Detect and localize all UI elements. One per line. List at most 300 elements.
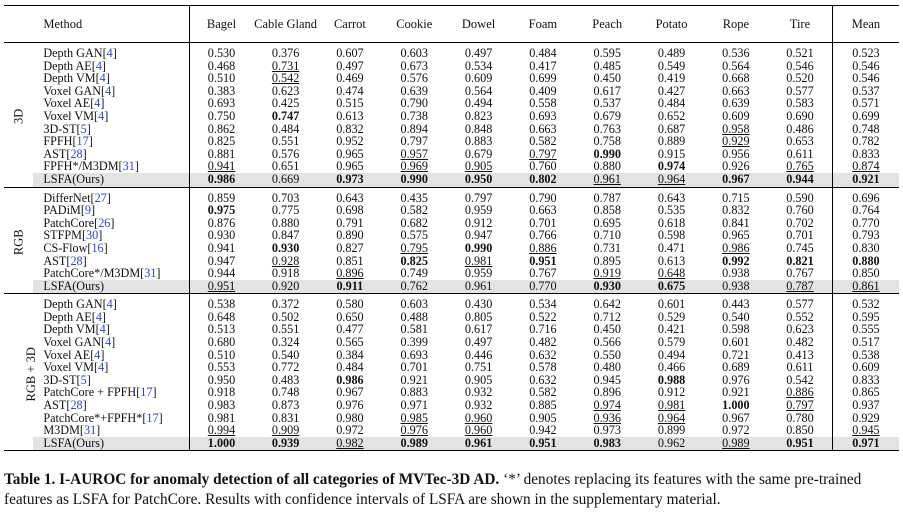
score-cell xyxy=(639,280,703,294)
header-cable-gland: Cable Gland xyxy=(253,6,317,43)
method-cell: CS-Flow[16] xyxy=(33,242,189,255)
score-value: 0.951 xyxy=(529,435,557,450)
score-value: 0.687 xyxy=(657,121,686,136)
score-cell xyxy=(575,43,639,60)
citation-link[interactable]: 4 xyxy=(98,360,105,375)
score-value: 0.701 xyxy=(400,360,428,375)
score-value: 0.981 xyxy=(657,398,686,413)
method-name: 3D-ST xyxy=(43,372,77,387)
score-value: 0.699 xyxy=(852,108,880,123)
score-value: 0.702 xyxy=(786,215,814,230)
score-value: 0.965 xyxy=(336,146,364,161)
score-cell xyxy=(382,294,446,311)
mean-cell xyxy=(832,280,899,294)
citation-link[interactable]: 4 xyxy=(105,335,112,350)
header-mean: Mean xyxy=(832,6,899,43)
score-value: 0.983 xyxy=(207,398,236,413)
method-cell: Depth GAN[4] xyxy=(33,43,189,60)
score-value: 0.780 xyxy=(786,410,814,425)
score-value: 0.417 xyxy=(529,58,557,73)
score-value: 0.928 xyxy=(271,253,300,268)
score-cell xyxy=(253,437,317,451)
table-row xyxy=(4,110,899,123)
method-cell: 3D-ST[5] xyxy=(33,374,189,387)
citation-link[interactable]: 5 xyxy=(80,372,87,387)
score-cell xyxy=(639,437,703,451)
score-value: 0.932 xyxy=(464,385,493,400)
citation-link[interactable]: 27 xyxy=(94,190,107,205)
citation-link[interactable]: 31 xyxy=(144,266,157,281)
score-value: 0.929 xyxy=(722,134,750,149)
method-name: Depth VM xyxy=(43,322,96,337)
score-value: 0.767 xyxy=(786,266,814,281)
score-value: 0.515 xyxy=(336,96,364,111)
method-name: M3DM xyxy=(43,423,80,438)
score-value: 0.848 xyxy=(464,121,493,136)
score-value: 0.961 xyxy=(464,278,493,293)
score-value: 0.962 xyxy=(657,435,686,450)
table-header xyxy=(4,6,899,43)
score-value: 0.994 xyxy=(207,423,236,438)
score-value: 0.982 xyxy=(336,435,364,450)
score-value: 0.775 xyxy=(271,203,300,218)
score-value: 0.969 xyxy=(400,159,428,174)
score-value: 0.537 xyxy=(593,96,621,111)
score-value: 0.841 xyxy=(722,215,750,230)
method-cell: Voxel GAN[4] xyxy=(33,336,189,349)
table-row xyxy=(4,135,899,148)
score-value: 0.967 xyxy=(336,385,364,400)
score-value: 0.497 xyxy=(336,58,364,73)
method-cell: Depth VM[4] xyxy=(33,72,189,85)
method-cell: Voxel VM[4] xyxy=(33,110,189,123)
score-value: 0.609 xyxy=(722,108,750,123)
table-row-ours xyxy=(4,280,899,294)
score-value: 0.502 xyxy=(271,309,300,324)
table-caption xyxy=(4,470,899,510)
score-value: 0.748 xyxy=(271,385,300,400)
score-cell xyxy=(318,280,382,294)
citation-link[interactable]: 26 xyxy=(98,215,111,230)
method-name: AST xyxy=(43,146,67,161)
score-value: 0.558 xyxy=(529,96,557,111)
method-cell xyxy=(33,437,189,451)
score-value: 0.886 xyxy=(786,385,814,400)
score-value: 0.537 xyxy=(852,83,880,98)
score-value: 0.833 xyxy=(852,372,880,387)
score-value: 0.590 xyxy=(786,190,814,205)
score-value: 0.890 xyxy=(336,228,364,243)
score-value: 0.609 xyxy=(852,360,880,375)
section-3d xyxy=(4,43,899,188)
score-value: 0.551 xyxy=(271,322,300,337)
score-cell xyxy=(446,173,510,187)
score-value: 0.483 xyxy=(271,372,300,387)
table-row xyxy=(4,267,899,280)
score-value: 0.976 xyxy=(336,398,364,413)
score-value: 0.947 xyxy=(207,253,236,268)
score-value: 0.990 xyxy=(593,146,621,161)
score-value: 0.919 xyxy=(593,266,621,281)
score-value: 0.675 xyxy=(657,278,686,293)
score-cell xyxy=(768,437,832,451)
method-cell: Voxel AE[4] xyxy=(33,97,189,110)
method-cell: Depth VM[4] xyxy=(33,323,189,336)
citation-link[interactable]: 17 xyxy=(140,385,153,400)
mean-cell xyxy=(832,294,899,311)
score-value: 0.413 xyxy=(786,347,814,362)
method-cell xyxy=(33,280,189,294)
score-value: 0.944 xyxy=(786,171,814,186)
score-value: 0.939 xyxy=(271,435,300,450)
citation-link[interactable]: 28 xyxy=(70,253,83,268)
score-value: 0.450 xyxy=(593,71,621,86)
score-value: 0.693 xyxy=(400,347,428,362)
score-value: 0.632 xyxy=(529,347,557,362)
citation-link[interactable]: 9 xyxy=(84,203,91,218)
score-value: 0.989 xyxy=(400,435,428,450)
score-value: 0.607 xyxy=(336,46,364,60)
citation-link[interactable]: 4 xyxy=(95,58,102,73)
score-value: 0.488 xyxy=(400,309,428,324)
score-value: 0.598 xyxy=(722,322,750,337)
citation-link[interactable]: 4 xyxy=(105,83,112,98)
score-value: 0.782 xyxy=(852,134,880,149)
score-value: 0.603 xyxy=(400,46,428,60)
score-cell xyxy=(704,43,768,60)
score-value: 0.494 xyxy=(657,347,686,362)
score-cell xyxy=(446,280,510,294)
method-name: PatchCore xyxy=(43,215,95,230)
citation-link[interactable]: 5 xyxy=(80,121,87,136)
score-value: 0.950 xyxy=(207,372,236,387)
score-value: 0.427 xyxy=(657,83,686,98)
score-value: 0.748 xyxy=(852,121,880,136)
method-name: Voxel AE xyxy=(43,96,91,111)
score-value: 0.550 xyxy=(593,347,621,362)
score-value: 0.964 xyxy=(657,410,686,425)
score-value: 0.974 xyxy=(657,159,686,174)
score-value: 0.960 xyxy=(464,423,493,438)
score-value: 0.617 xyxy=(464,322,493,337)
table-row xyxy=(4,85,899,98)
score-cell xyxy=(639,294,703,311)
score-value: 0.972 xyxy=(336,423,364,438)
score-value: 0.918 xyxy=(207,385,236,400)
citation-link[interactable]: 31 xyxy=(122,159,135,174)
score-cell xyxy=(382,437,446,451)
score-value: 1.000 xyxy=(207,435,236,450)
score-value: 0.964 xyxy=(657,171,686,186)
header-row xyxy=(4,6,899,43)
method-cell: AST[28] xyxy=(33,148,189,161)
score-value: 0.894 xyxy=(400,121,428,136)
mean-cell xyxy=(832,173,899,187)
score-value: 0.936 xyxy=(593,410,621,425)
score-cell xyxy=(704,173,768,187)
score-value: 0.770 xyxy=(529,278,557,293)
score-value: 0.482 xyxy=(786,335,814,350)
score-value: 0.750 xyxy=(207,108,236,123)
score-value: 0.850 xyxy=(852,266,880,281)
method-cell: STFPM[30] xyxy=(33,229,189,242)
score-cell xyxy=(575,280,639,294)
score-cell xyxy=(382,187,446,204)
score-cell xyxy=(511,437,575,451)
score-value: 0.770 xyxy=(852,215,880,230)
citation-link[interactable]: 16 xyxy=(91,240,104,255)
score-value: 0.862 xyxy=(207,121,236,136)
score-cell xyxy=(768,280,832,294)
header-method: Method xyxy=(33,6,189,43)
header-peach: Peach xyxy=(575,6,639,43)
score-value: 0.582 xyxy=(400,203,428,218)
method-name: LSFA(Ours) xyxy=(43,435,105,450)
score-value: 0.673 xyxy=(400,58,428,73)
score-cell xyxy=(511,294,575,311)
score-value: 0.468 xyxy=(207,58,236,73)
citation-link[interactable]: 17 xyxy=(146,410,159,425)
score-value: 0.883 xyxy=(400,385,428,400)
score-value: 0.915 xyxy=(657,146,686,161)
score-value: 0.553 xyxy=(207,360,236,375)
score-cell xyxy=(382,43,446,60)
citation-link[interactable]: 28 xyxy=(70,398,83,413)
score-value: 0.715 xyxy=(722,190,750,205)
results-table xyxy=(4,5,899,451)
score-value: 0.981 xyxy=(207,410,236,425)
score-value: 0.920 xyxy=(271,278,300,293)
score-value: 0.889 xyxy=(657,134,686,149)
score-value: 0.880 xyxy=(852,253,880,268)
score-value: 0.873 xyxy=(271,398,300,413)
score-value: 0.721 xyxy=(722,347,750,362)
score-value: 0.698 xyxy=(336,203,364,218)
header-tire: Tire xyxy=(768,6,832,43)
score-cell xyxy=(768,294,832,311)
score-value: 0.758 xyxy=(593,134,621,149)
score-value: 0.699 xyxy=(529,71,557,86)
method-name: AST xyxy=(43,253,67,268)
score-value: 0.787 xyxy=(786,278,814,293)
score-value: 0.474 xyxy=(336,83,364,98)
score-value: 0.745 xyxy=(786,240,814,255)
score-value: 0.581 xyxy=(400,322,428,337)
score-cell xyxy=(189,43,253,60)
score-value: 0.513 xyxy=(207,322,236,337)
score-value: 0.510 xyxy=(207,347,236,362)
score-value: 0.760 xyxy=(529,159,557,174)
score-value: 0.577 xyxy=(786,83,814,98)
citation-link[interactable]: 4 xyxy=(94,347,101,362)
score-value: 0.549 xyxy=(657,58,686,73)
method-name: PADiM xyxy=(43,203,81,218)
score-value: 0.832 xyxy=(722,203,750,218)
score-value: 0.986 xyxy=(336,372,364,387)
score-value: 0.494 xyxy=(464,96,493,111)
citation-link[interactable]: 4 xyxy=(106,297,113,312)
score-value: 0.932 xyxy=(464,398,493,413)
score-value: 0.580 xyxy=(336,297,364,312)
table-row xyxy=(4,43,899,60)
score-value: 0.975 xyxy=(207,203,236,218)
method-cell: Depth AE[4] xyxy=(33,311,189,324)
method-name: Voxel GAN xyxy=(43,83,102,98)
score-value: 0.701 xyxy=(529,215,557,230)
score-cell xyxy=(446,437,510,451)
score-value: 0.971 xyxy=(852,435,880,450)
citation-link[interactable]: 30 xyxy=(86,228,99,243)
score-value: 0.986 xyxy=(722,240,750,255)
score-value: 0.772 xyxy=(271,360,300,375)
mean-cell xyxy=(832,43,899,60)
score-value: 0.895 xyxy=(593,253,621,268)
score-value: 0.957 xyxy=(400,146,428,161)
score-value: 0.751 xyxy=(464,360,493,375)
citation-link[interactable]: 17 xyxy=(76,134,89,149)
score-value: 0.399 xyxy=(400,335,428,350)
score-value: 0.861 xyxy=(852,278,880,293)
citation-link[interactable]: 4 xyxy=(106,46,113,60)
score-value: 0.576 xyxy=(271,146,300,161)
method-cell: PatchCore + FPFH[17] xyxy=(33,386,189,399)
method-name: STFPM xyxy=(43,228,82,243)
score-value: 0.469 xyxy=(336,71,364,86)
method-name: Depth AE xyxy=(43,58,92,73)
score-cell xyxy=(253,187,317,204)
score-value: 0.990 xyxy=(400,171,428,186)
score-value: 0.971 xyxy=(400,398,428,413)
method-name: PatchCore*+FPFH* xyxy=(43,410,143,425)
score-value: 0.876 xyxy=(207,215,236,230)
score-value: 0.682 xyxy=(400,215,428,230)
score-value: 0.551 xyxy=(271,134,300,149)
score-value: 0.648 xyxy=(657,266,686,281)
score-value: 0.538 xyxy=(852,347,880,362)
score-value: 0.497 xyxy=(464,335,493,350)
method-cell: Depth AE[4] xyxy=(33,60,189,73)
table-row-ours xyxy=(4,173,899,187)
score-value: 0.976 xyxy=(722,372,750,387)
score-value: 0.540 xyxy=(722,309,750,324)
score-value: 0.690 xyxy=(786,108,814,123)
score-value: 0.797 xyxy=(529,146,557,161)
score-value: 0.430 xyxy=(464,297,493,312)
score-value: 0.693 xyxy=(207,96,236,111)
score-value: 0.941 xyxy=(207,159,236,174)
method-name: CS-Flow xyxy=(43,240,88,255)
method-name: AST xyxy=(43,398,67,413)
score-value: 0.965 xyxy=(336,159,364,174)
score-value: 0.762 xyxy=(400,278,428,293)
score-value: 0.763 xyxy=(593,121,621,136)
method-name: Depth VM xyxy=(43,71,96,86)
score-value: 0.992 xyxy=(722,253,750,268)
citation-link[interactable]: 4 xyxy=(98,108,105,123)
method-name: FPFH*/M3DM xyxy=(43,159,119,174)
method-cell xyxy=(33,173,189,187)
score-value: 0.937 xyxy=(852,398,880,413)
score-value: 0.383 xyxy=(207,83,236,98)
score-value: 0.598 xyxy=(657,228,686,243)
score-value: 0.880 xyxy=(593,159,621,174)
score-value: 0.679 xyxy=(593,108,621,123)
score-cell xyxy=(511,43,575,60)
score-value: 0.653 xyxy=(786,134,814,149)
method-name: Depth GAN xyxy=(43,297,103,312)
score-value: 0.443 xyxy=(722,297,750,312)
score-value: 0.582 xyxy=(529,385,557,400)
score-value: 0.419 xyxy=(657,71,686,86)
score-value: 0.956 xyxy=(722,146,750,161)
score-value: 0.865 xyxy=(852,385,880,400)
score-value: 0.802 xyxy=(529,171,557,186)
score-value: 0.542 xyxy=(271,71,300,86)
score-cell xyxy=(704,280,768,294)
section-rgb xyxy=(4,187,899,294)
method-cell: 3D-ST[5] xyxy=(33,123,189,136)
score-value: 0.542 xyxy=(786,372,814,387)
citation-link[interactable]: 4 xyxy=(99,322,106,337)
score-value: 0.639 xyxy=(400,83,428,98)
citation-link[interactable]: 28 xyxy=(70,146,83,161)
table-row xyxy=(4,60,899,73)
section-label-text: RGB xyxy=(11,229,26,256)
score-value: 0.650 xyxy=(336,309,364,324)
score-cell xyxy=(382,280,446,294)
score-value: 0.566 xyxy=(593,335,621,350)
method-cell: PatchCore*/M3DM[31] xyxy=(33,267,189,280)
score-value: 0.981 xyxy=(464,253,493,268)
score-value: 0.974 xyxy=(593,398,621,413)
score-value: 0.973 xyxy=(336,171,364,186)
score-value: 0.833 xyxy=(852,146,880,161)
table-row xyxy=(4,323,899,336)
score-value: 0.595 xyxy=(852,309,880,324)
score-cell xyxy=(704,187,768,204)
score-value: 0.941 xyxy=(207,240,236,255)
score-value: 0.669 xyxy=(271,171,300,186)
citation-link[interactable]: 4 xyxy=(99,71,106,86)
score-value: 0.471 xyxy=(657,240,686,255)
table-row xyxy=(4,204,899,217)
score-value: 0.535 xyxy=(657,203,686,218)
score-value: 0.623 xyxy=(786,322,814,337)
score-value: 0.522 xyxy=(529,309,557,324)
citation-link[interactable]: 31 xyxy=(83,423,97,438)
score-value: 0.972 xyxy=(722,423,750,438)
score-cell xyxy=(318,43,382,60)
score-value: 0.989 xyxy=(722,435,750,450)
score-value: 0.858 xyxy=(593,203,621,218)
score-value: 0.520 xyxy=(786,71,814,86)
score-value: 0.611 xyxy=(786,360,814,375)
score-value: 0.582 xyxy=(529,134,557,149)
score-value: 0.555 xyxy=(852,322,880,337)
score-value: 0.618 xyxy=(657,215,686,230)
score-value: 0.749 xyxy=(400,266,428,281)
score-value: 0.825 xyxy=(400,253,428,268)
score-value: 0.425 xyxy=(271,96,300,111)
score-value: 0.663 xyxy=(529,203,557,218)
score-value: 0.643 xyxy=(657,190,686,205)
citation-link[interactable]: 4 xyxy=(95,309,102,324)
score-value: 0.564 xyxy=(464,83,493,98)
citation-link[interactable]: 4 xyxy=(94,96,101,111)
score-value: 0.947 xyxy=(464,228,493,243)
score-cell xyxy=(189,437,253,451)
header-carrot: Carrot xyxy=(318,6,382,43)
